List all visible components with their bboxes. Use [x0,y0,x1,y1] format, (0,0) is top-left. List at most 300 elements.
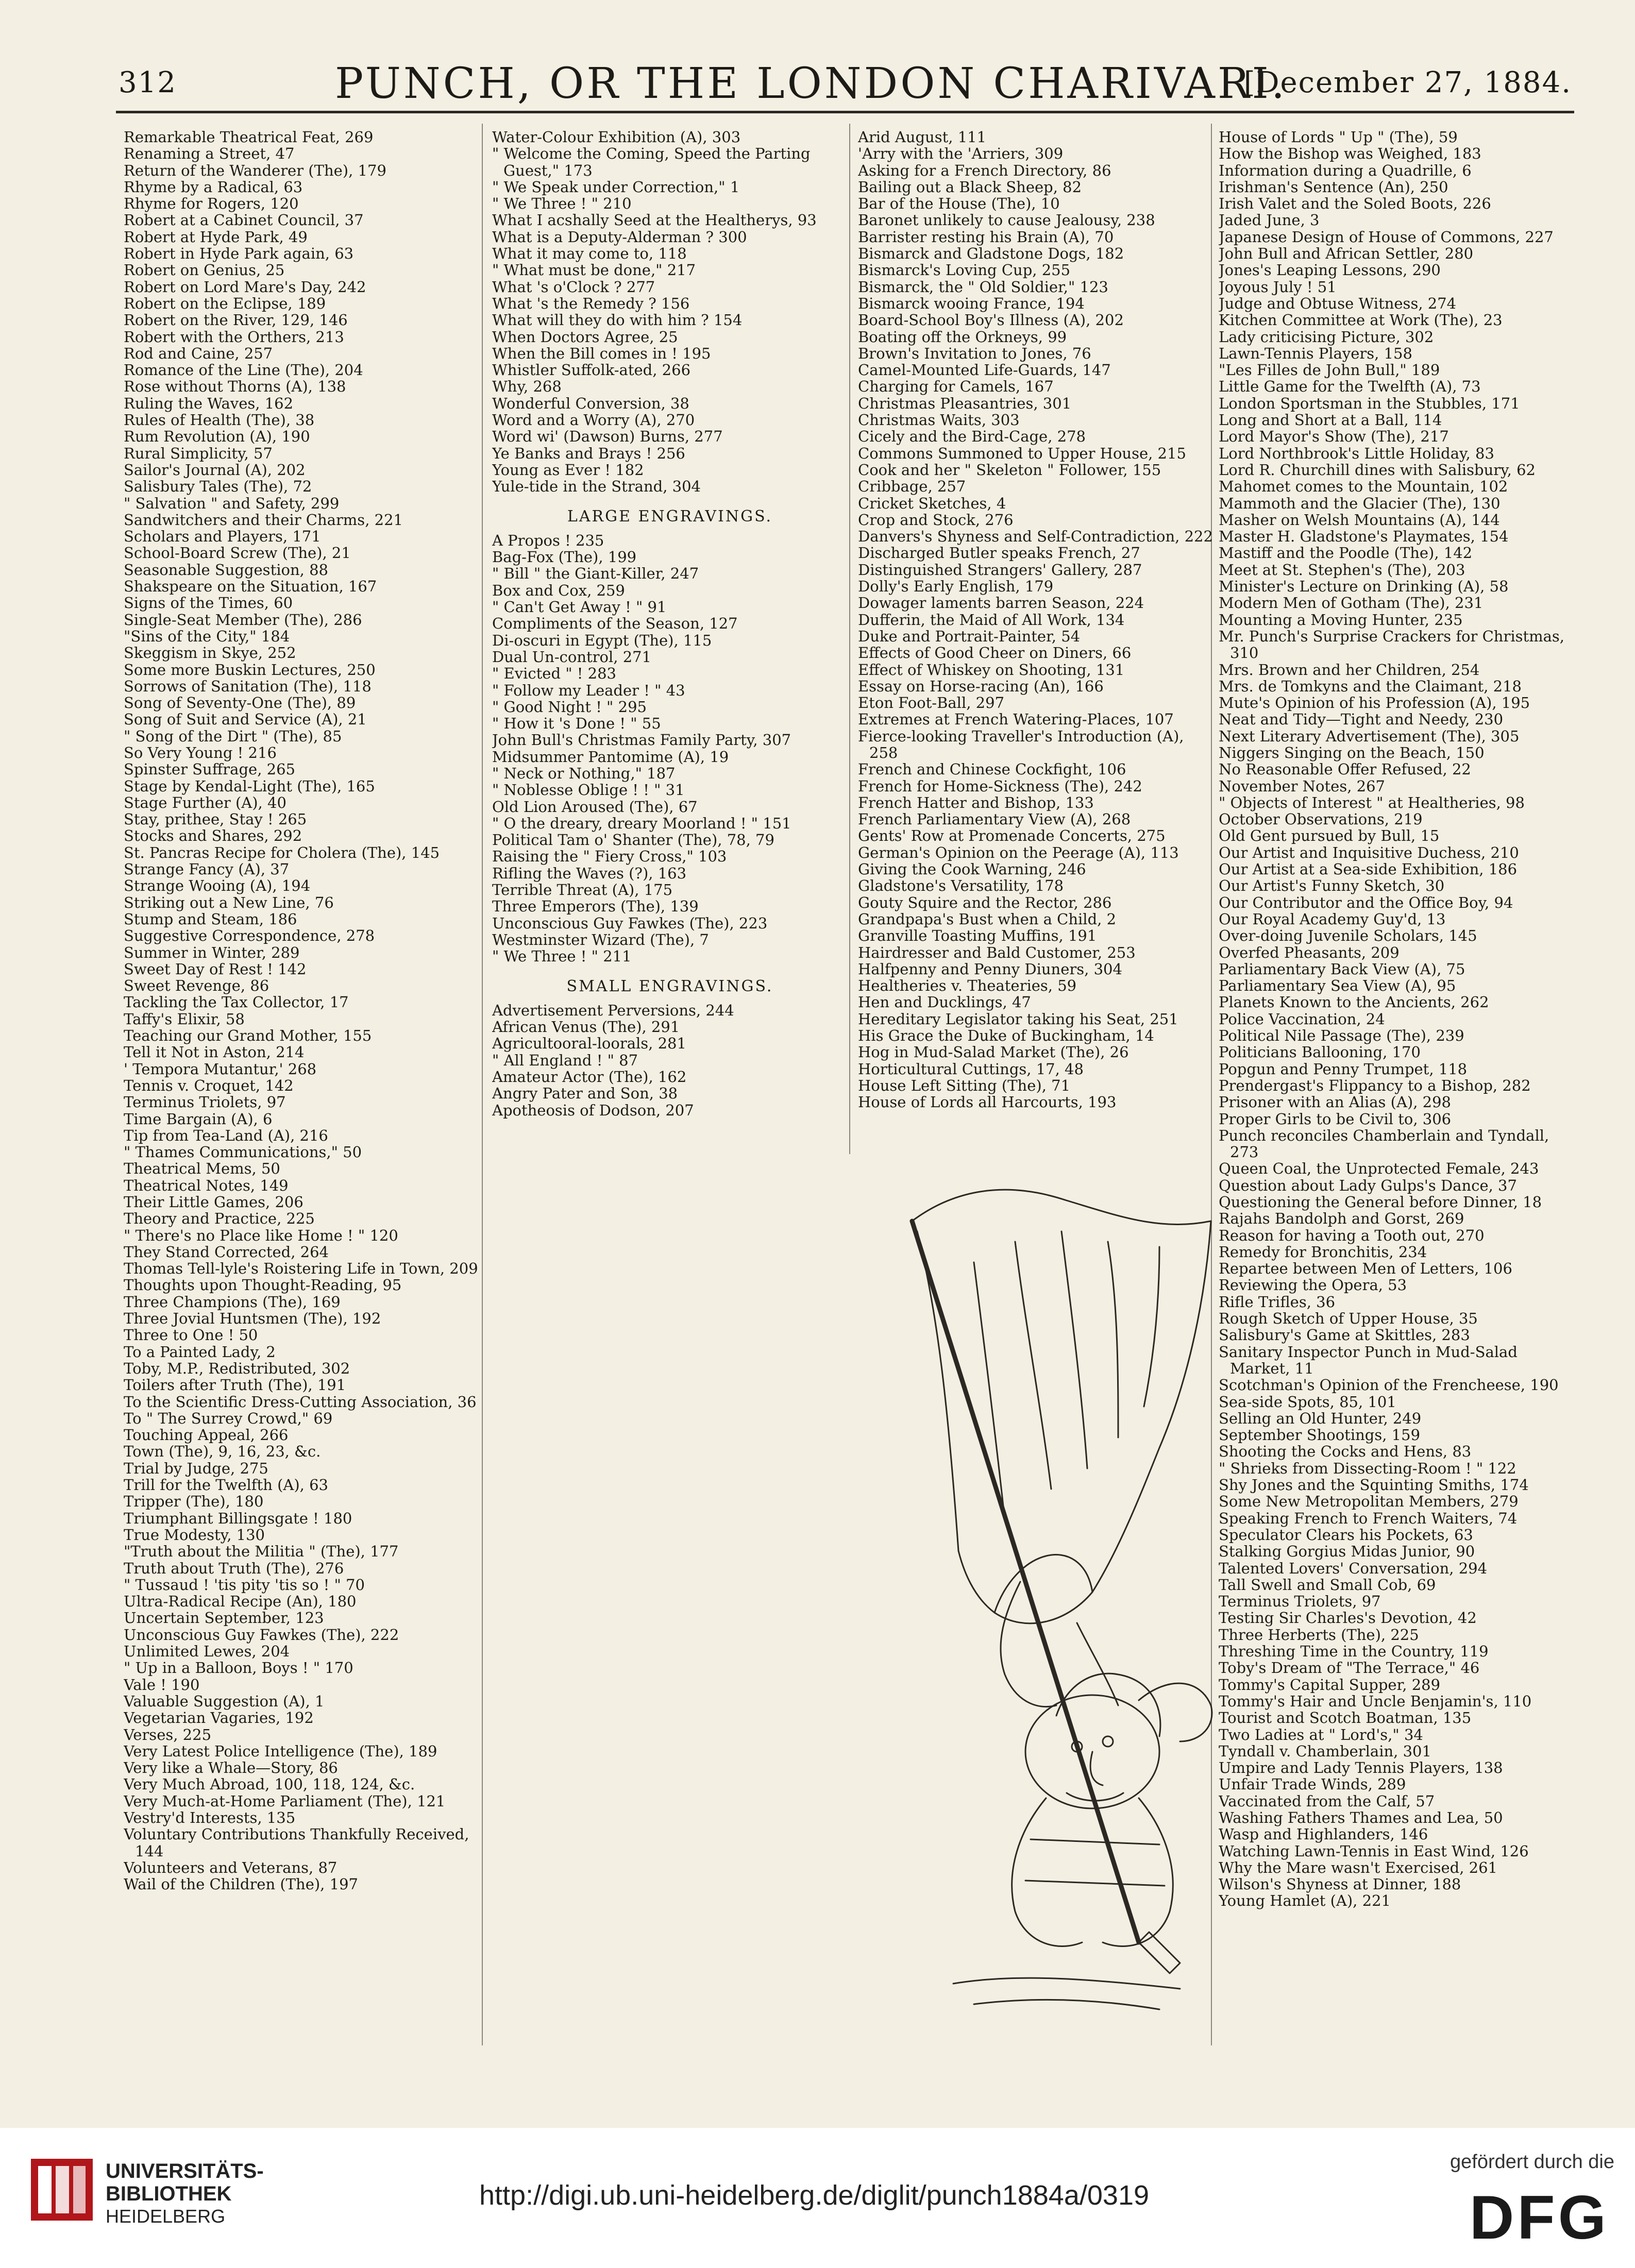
index-entry: Dowager laments barren Season, 224 [858,594,1144,612]
index-entry: Little Game for the Twelfth (A), 73 [1219,378,1481,396]
index-entry: Mute's Opinion of his Profession (A), 195 [1219,694,1530,712]
index-entry: Irishman's Sentence (An), 250 [1219,178,1448,196]
index-entry: Whistler Suffolk-ated, 266 [492,361,691,379]
index-entry: Long and Short at a Ball, 114 [1219,411,1442,429]
punch-flag-illustration [850,1159,1242,2035]
index-entry: Cicely and the Bird-Cage, 278 [858,428,1086,446]
index-entry: Punch reconciles Chamberlain and Tyndall, 273 [1219,1126,1549,1161]
index-entry: Meet at St. Stephen's (The), 203 [1219,561,1465,579]
index-entry: What I acshally Seed at the Healtherys, 93 [492,211,817,229]
index-entry: Cricket Sketches, 4 [858,494,1006,512]
page-date: [December 27, 1884. [1243,66,1572,99]
index-entry: Vegetarian Vagaries, 192 [124,1709,314,1727]
index-entry: Song of Suit and Service (A), 21 [124,710,367,729]
index-entry: Rose without Thorns (A), 138 [124,378,346,396]
index-entry: Stocks and Shares, 292 [124,827,302,845]
index-entry: Verses, 225 [124,1725,212,1744]
index-entry: Stump and Steam, 186 [124,910,297,928]
index-entry: Agricultooral-loorals, 281 [492,1035,686,1053]
index-entry: " Good Night ! " 295 [492,698,647,716]
index-entry: Halfpenny and Penny Diuners, 304 [858,960,1122,978]
index-entry: Rod and Caine, 257 [124,344,273,362]
index-entry: " Can't Get Away ! " 91 [492,598,667,616]
index-entry: Salisbury's Game at Skittles, 283 [1219,1326,1470,1344]
index-entry: Scotchman's Opinion of the Frencheese, 190 [1219,1376,1559,1394]
index-entry: How the Bishop was Weighed, 183 [1219,145,1481,163]
index-entry: Tackling the Tax Collector, 17 [124,993,349,1011]
index-entry: Robert at Hyde Park, 49 [124,228,308,246]
index-entry: Angry Pater and Son, 38 [492,1085,678,1103]
index-entry: Mr. Punch's Surprise Crackers for Christmas, 310 [1219,627,1565,662]
index-entry: Romance of the Line (The), 204 [124,361,363,379]
column-divider [849,124,850,1154]
index-entry: African Venus (The), 291 [492,1018,680,1036]
index-entry: John Bull's Christmas Family Party, 307 [492,731,791,749]
index-entry: Wail of the Children (The), 197 [124,1875,358,1893]
index-entry: Touching Appeal, 266 [124,1426,289,1444]
index-entry: Salisbury Tales (The), 72 [124,478,312,496]
index-entry: Threshing Time in the Country, 119 [1219,1643,1489,1661]
index-entry: Reason for having a Tooth out, 270 [1219,1226,1485,1244]
index-entry: Police Vaccination, 24 [1219,1010,1385,1028]
index-entry: Eton Foot-Ball, 297 [858,694,1005,712]
index-entry: Board-School Boy's Illness (A), 202 [858,311,1124,329]
index-entry: Terrible Threat (A), 175 [492,881,673,899]
index-entry: Ye Banks and Brays ! 256 [492,444,685,462]
index-entry: Jaded June, 3 [1219,211,1320,229]
index-entry: French Parliamentary View (A), 268 [858,810,1131,828]
index-entry: A Propos ! 235 [492,531,604,549]
index-entry: Very Much-at-Home Parliament (The), 121 [124,1792,446,1810]
index-column-3 [858,129,1213,1159]
index-entry: Our Artist and Inquisitive Duchess, 210 [1219,843,1519,861]
index-entry: Rules of Health (The), 38 [124,411,315,429]
index-entry: Effect of Whiskey on Shooting, 131 [858,661,1125,679]
index-entry: Trill for the Twelfth (A), 63 [124,1476,328,1494]
index-entry: Asking for a French Directory, 86 [858,161,1111,179]
index-entry: Christmas Pleasantries, 301 [858,394,1072,412]
index-entry: School-Board Screw (The), 21 [124,544,351,562]
index-entry: Essay on Horse-racing (An), 166 [858,677,1104,695]
index-entry: Theory and Practice, 225 [124,1210,315,1228]
institution-line: HEIDELBERG [106,2206,226,2227]
index-entry: Wasp and Highlanders, 146 [1219,1825,1428,1843]
index-entry: Bailing out a Black Sheep, 82 [858,178,1082,196]
index-entry: Sandwitchers and their Charms, 221 [124,511,403,529]
index-entry: What 's o'Clock ? 277 [492,278,655,296]
index-entry: Box and Cox, 259 [492,581,625,599]
index-entry: Shy Jones and the Squinting Smiths, 174 [1219,1476,1529,1494]
index-entry: Repartee between Men of Letters, 106 [1219,1260,1512,1278]
small-engravings-list [492,1002,848,1119]
index-entry: "Sins of the City," 184 [124,627,290,645]
index-entry: Dual Un-control, 271 [492,648,652,666]
index-entry: Wonderful Conversion, 38 [492,394,689,412]
page-number: 312 [119,66,177,99]
index-entry: Thoughts upon Thought-Reading, 95 [124,1276,402,1294]
index-entry: What it may come to, 118 [492,245,687,263]
index-column-1 [124,129,479,2035]
index-entry: Danvers's Shyness and Self-Contradiction, 222 [858,528,1213,546]
index-entry: Tell it Not in Aston, 214 [124,1043,305,1061]
index-entry: " Song of the Dirt " (The), 85 [124,727,342,745]
index-entry: Why the Mare wasn't Exercised, 261 [1219,1858,1498,1876]
index-entry: Horticultural Cuttings, 17, 48 [858,1060,1084,1078]
index-entry: Christmas Waits, 303 [858,411,1020,429]
index-entry: Information during a Quadrille, 6 [1219,161,1472,179]
index-entry: Three Emperors (The), 139 [492,898,699,916]
index-entry: Midsummer Pantomime (A), 19 [492,748,729,766]
institution-line: UNIVERSITÄTS- [106,2160,264,2182]
page-header [119,57,1572,113]
index-entry: Rhyme by a Radical, 63 [124,178,303,196]
index-entry: " There's no Place like Home ! " 120 [124,1226,398,1244]
index-entry: Three to One ! 50 [124,1326,258,1344]
index-column-2 [492,129,848,1159]
index-entry: Sorrows of Sanitation (The), 118 [124,677,372,695]
index-entry: Selling an Old Hunter, 249 [1219,1409,1422,1427]
index-entry: Theatrical Mems, 50 [124,1160,280,1178]
index-entry: Vaccinated from the Calf, 57 [1219,1792,1435,1810]
index-entry: Some New Metropolitan Members, 279 [1219,1493,1519,1511]
index-entry: September Shootings, 159 [1219,1426,1421,1444]
index-entry: Mammoth and the Glacier (The), 130 [1219,494,1501,512]
index-entry: They Stand Corrected, 264 [124,1243,329,1261]
index-entry: Rural Simplicity, 57 [124,444,273,462]
index-entry: Fierce-looking Traveller's Introduction (A), 258 [858,727,1184,761]
index-entry: Joyous July ! 51 [1219,278,1337,296]
index-entry: Rough Sketch of Upper House, 35 [1219,1310,1478,1328]
index-entry: " We Three ! " 211 [492,947,632,966]
index-entry: Tip from Tea-Land (A), 216 [124,1126,328,1144]
index-entry: " Tussaud ! 'tis pity 'tis so ! " 70 [124,1576,365,1594]
index-entry: Theatrical Notes, 149 [124,1176,289,1194]
index-entry: Proper Girls to be Civil to, 306 [1219,1110,1452,1128]
index-entry: Word wi' (Dawson) Burns, 277 [492,428,723,446]
index-entry: Question about Lady Gulps's Dance, 37 [1219,1176,1517,1194]
index-entry: "Les Filles de John Bull," 189 [1219,361,1440,379]
index-entry: Bag-Fox (The), 199 [492,548,637,566]
index-entry: Three Champions (The), 169 [124,1293,341,1311]
index-entry: Healtheries v. Theateries, 59 [858,977,1077,995]
index-entry: Washing Fathers Thames and Lea, 50 [1219,1808,1503,1826]
index-entry: Jones's Leaping Lessons, 290 [1219,261,1441,279]
index-entry: Extremes at French Watering-Places, 107 [858,710,1174,729]
index-entry: Robert on Genius, 25 [124,261,285,279]
index-entry: Compliments of the Season, 127 [492,615,738,633]
index-entry: Hog in Mud-Salad Market (The), 26 [858,1043,1129,1061]
index-entry: Sailor's Journal (A), 202 [124,461,306,479]
index-entry: " O the dreary, dreary Moorland ! " 151 [492,814,791,832]
index-entry: Hairdresser and Bald Customer, 253 [858,943,1136,961]
index-entry: Tripper (The), 180 [124,1493,264,1511]
index-entry: Robert in Hyde Park again, 63 [124,245,354,263]
index-entry: " Bill " the Giant-Killer, 247 [492,565,699,583]
index-entry: Political Tam o' Shanter (The), 78, 79 [492,831,774,849]
index-entry: Masher on Welsh Mountains (A), 144 [1219,511,1500,529]
index-entry: Bismarck, the " Old Soldier," 123 [858,278,1108,296]
index-entry: Minister's Lecture on Drinking (A), 58 [1219,578,1509,596]
index-entry: Sea-side Spots, 85, 101 [1219,1393,1396,1411]
index-entry: " All England ! " 87 [492,1051,638,1069]
header-rule [116,111,1574,113]
index-entry: Song of Seventy-One (The), 89 [124,694,356,712]
index-entry: Sweet Day of Rest ! 142 [124,960,307,978]
index-entry: Our Contributor and the Office Boy, 94 [1219,893,1513,911]
index-entry: Tyndall v. Chamberlain, 301 [1219,1742,1431,1760]
page-title: PUNCH, OR THE LONDON CHARIVARI. [335,59,1288,108]
index-entry: Young Hamlet (A), 221 [1219,1892,1391,1910]
index-entry: " How it 's Done ! " 55 [492,715,661,733]
index-entry: Camel-Mounted Life-Guards, 147 [858,361,1111,379]
index-entry: Modern Men of Gotham (The), 231 [1219,594,1484,612]
index-entry: Spinster Suffrage, 265 [124,760,295,778]
index-entry: Prisoner with an Alias (A), 298 [1219,1093,1451,1111]
index-entry: Unconscious Guy Fawkes (The), 222 [124,1626,399,1644]
index-entry: " Shrieks from Dissecting-Room ! " 122 [1219,1459,1516,1477]
index-entry: Sanitary Inspector Punch in Mud-Salad Market, 11 [1219,1343,1518,1377]
index-entry: Watching Lawn-Tennis in East Wind, 126 [1219,1842,1529,1860]
index-entry: Parliamentary Back View (A), 75 [1219,960,1465,978]
index-entry: Old Gent pursued by Bull, 15 [1219,827,1440,845]
index-entry: Stalking Gorgius Midas Junior, 90 [1219,1543,1475,1561]
index-entry: Wilson's Shyness at Dinner, 188 [1219,1875,1461,1893]
index-entry: Teaching our Grand Mother, 155 [124,1027,372,1045]
index-entry: When Doctors Agree, 25 [492,328,678,346]
index-entry: Mrs. de Tomkyns and the Claimant, 218 [1219,677,1522,695]
funded-by-label: gefördert durch die [1450,2151,1614,2173]
index-entry: Umpire and Lady Tennis Players, 138 [1219,1759,1503,1777]
index-entry: Tourist and Scotch Boatman, 135 [1219,1709,1472,1727]
large-engravings-list [492,532,848,965]
index-entry: Amateur Actor (The), 162 [492,1068,687,1086]
index-entry: Rifle Trifles, 36 [1219,1293,1336,1311]
index-entry: Mrs. Brown and her Children, 254 [1219,661,1480,679]
index-entry: Niggers Singing on the Beach, 150 [1219,743,1485,761]
index-entry: German's Opinion on the Peerage (A), 113 [858,843,1179,861]
index-entry: Baronet unlikely to cause Jealousy, 238 [858,211,1155,229]
index-entry: Bismarck and Gladstone Dogs, 182 [858,245,1124,263]
index-entry: What is a Deputy-Alderman ? 300 [492,228,747,246]
index-entry: When the Bill comes in ! 195 [492,344,711,362]
index-entry: Strange Fancy (A), 37 [124,860,290,878]
index-entry: Judge and Obtuse Witness, 274 [1219,294,1457,312]
index-entry: Bismarck's Loving Cup, 255 [858,261,1071,279]
index-entry: " We Speak under Correction," 1 [492,178,740,196]
index-entry: Hereditary Legislator taking his Seat, 251 [858,1010,1178,1028]
index-entry: Master H. Gladstone's Playmates, 154 [1219,528,1509,546]
index-entry: Vale ! 190 [124,1675,200,1694]
index-entry: Our Royal Academy Guy'd, 13 [1219,910,1446,928]
index-entry: Tall Swell and Small Cob, 69 [1219,1576,1436,1594]
index-entry: Brown's Invitation to Jones, 76 [858,344,1091,362]
index-entry: Tennis v. Croquet, 142 [124,1076,294,1094]
index-entry: " We Three ! " 210 [492,195,632,213]
index-entry: Toilers after Truth (The), 191 [124,1376,346,1394]
index-entry: Boating off the Orkneys, 99 [858,328,1067,346]
index-entry: True Modesty, 130 [124,1526,265,1544]
index-entry: Their Little Games, 206 [124,1193,304,1211]
index-entry: Effects of Good Cheer on Diners, 66 [858,644,1132,662]
index-entry: Summer in Winter, 289 [124,943,300,961]
index-entry: Some more Buskin Lectures, 250 [124,661,376,679]
index-entry: To the Scientific Dress-Cutting Association, 36 [124,1393,477,1411]
index-entry: Very like a Whale—Story, 86 [124,1759,338,1777]
index-entry: Word and a Worry (A), 270 [492,411,695,429]
index-entry: " What must be done," 217 [492,261,696,279]
index-entry: What will they do with him ? 154 [492,311,743,329]
index-entry: Ruling the Waves, 162 [124,394,294,412]
large-engravings-heading: LARGE ENGRAVINGS. [567,507,773,526]
index-entry: Lady criticising Picture, 302 [1219,328,1434,346]
index-entry: Time Bargain (A), 6 [124,1110,273,1128]
index-entry: Toby, M.P., Redistributed, 302 [124,1359,350,1377]
index-entry: Di-oscuri in Egypt (The), 115 [492,631,712,649]
index-entry: Talented Lovers' Conversation, 294 [1219,1559,1488,1577]
index-entry: Discharged Butler speaks French, 27 [858,544,1140,562]
index-entry: Remedy for Bronchitis, 234 [1219,1243,1427,1261]
index-entry: Why, 268 [492,378,562,396]
index-entry: House Left Sitting (The), 71 [858,1076,1071,1094]
index-entry: Distinguished Strangers' Gallery, 287 [858,561,1142,579]
index-entry: Rajahs Bandolph and Gorst, 269 [1219,1210,1464,1228]
index-entry: Tommy's Capital Supper, 289 [1219,1675,1441,1694]
index-entry: Mounting a Moving Hunter, 235 [1219,611,1463,629]
index-entry: Kitchen Committee at Work (The), 23 [1219,311,1503,329]
index-entry: Water-Colour Exhibition (A), 303 [492,129,741,146]
index-entry: Bar of the House (The), 10 [858,195,1060,213]
dfg-logo: DFG [1469,2183,1609,2252]
index-entry: To " The Surrey Crowd," 69 [124,1409,333,1427]
index-entry: Ultra-Radical Recipe (An), 180 [124,1593,357,1611]
index-entry: Stage by Kendal-Light (The), 165 [124,777,375,795]
index-entry: Taffy's Elixir, 58 [124,1010,245,1028]
index-entry: Rifling the Waves (?), 163 [492,864,687,882]
index-entry: Trial by Judge, 275 [124,1459,268,1477]
index-entry: Giving the Cook Warning, 246 [858,860,1086,878]
index-entry: Sweet Revenge, 86 [124,977,269,995]
index-entry: Our Artist at a Sea-side Exhibition, 186 [1219,860,1518,878]
index-entry: Uncertain September, 123 [124,1609,324,1627]
index-entry: Tommy's Hair and Uncle Benjamin's, 110 [1219,1692,1532,1710]
index-entry: Young as Ever ! 182 [492,461,644,479]
index-entry: Irish Valet and the Soled Boots, 226 [1219,195,1491,213]
index-entry: What 's the Remedy ? 156 [492,294,690,312]
index-entry: Vestry'd Interests, 135 [124,1808,296,1826]
index-entry: " Objects of Interest " at Healtheries, 98 [1219,793,1525,811]
index-entry: Yule-tide in the Strand, 304 [492,478,701,496]
index-entry: Valuable Suggestion (A), 1 [124,1692,325,1710]
index-entry: Renaming a Street, 47 [124,145,295,163]
index-entry: Lawn-Tennis Players, 158 [1219,344,1412,362]
index-entry: Apotheosis of Dodson, 207 [492,1101,694,1119]
index-entry: Questioning the General before Dinner, 18 [1219,1193,1542,1211]
index-entry: Over-doing Juvenile Scholars, 145 [1219,927,1477,945]
digital-copy-url-link[interactable]: http://digi.ub.uni-heidelberg.de/diglit/punch1884a/0319 [479,2180,1150,2211]
index-entry: Robert on the River, 129, 146 [124,311,348,329]
index-entry: Voluntary Contributions Thankfully Received, 144 [124,1825,469,1860]
index-entry: Speculator Clears his Pockets, 63 [1219,1526,1473,1544]
index-entry: Skeggism in Skye, 252 [124,644,296,662]
index-entry: Return of the Wanderer (The), 179 [124,161,386,179]
index-entry: French for Home-Sickness (The), 242 [858,777,1142,795]
index-entry: Robert on the Eclipse, 189 [124,294,326,312]
index-entry: Single-Seat Member (The), 286 [124,611,362,629]
index-entry: Cribbage, 257 [858,478,966,496]
index-entry: Shakspeare on the Situation, 167 [124,578,377,596]
index-entry: Gouty Squire and the Rector, 286 [858,893,1112,911]
index-column-2-entries [492,129,848,495]
index-entry: Parliamentary Sea View (A), 95 [1219,977,1456,995]
index-entry: Raising the " Fiery Cross," 103 [492,848,727,866]
index-entry: " Welcome the Coming, Speed the Parting Guest," 173 [492,145,811,179]
small-engravings-heading: SMALL ENGRAVINGS. [566,977,773,995]
institution-name [106,2160,264,2228]
index-entry: Remarkable Theatrical Feat, 269 [124,129,374,146]
institution-line: BIBLIOTHEK [106,2182,232,2205]
index-entry: 'Arry with the 'Arriers, 309 [858,145,1064,163]
index-entry: " Evicted " ! 283 [492,665,617,683]
index-entry: Mastiff and the Poodle (The), 142 [1219,544,1473,562]
index-entry: Advertisement Perversions, 244 [492,1001,734,1019]
index-entry: Town (The), 9, 16, 23, &c. [124,1443,321,1461]
index-entry: Signs of the Times, 60 [124,594,293,612]
index-entry: " Neck or Nothing," 187 [492,764,676,782]
index-entry: Politicians Ballooning, 170 [1219,1043,1421,1061]
index-entry: Stay, prithee, Stay ! 265 [124,810,307,828]
index-entry: John Bull and African Settler, 280 [1219,245,1474,263]
index-entry: November Notes, 267 [1219,777,1386,795]
index-entry: ' Tempora Mutantur,' 268 [124,1060,317,1078]
index-entry: Planets Known to the Ancients, 262 [1219,993,1489,1011]
index-entry: Lord R. Churchill dines with Salisbury, 62 [1219,461,1536,479]
index-entry: "Truth about the Militia " (The), 177 [124,1543,399,1561]
index-entry: Overfed Pheasants, 209 [1219,943,1400,961]
index-entry: October Observations, 219 [1219,810,1423,828]
index-entry: St. Pancras Recipe for Cholera (The), 145 [124,843,440,861]
index-entry: Lord Northbrook's Little Holiday, 83 [1219,444,1494,462]
index-entry: Scholars and Players, 171 [124,528,321,546]
index-entry: Unfair Trade Winds, 289 [1219,1775,1406,1793]
index-entry: Barrister resting his Brain (A), 70 [858,228,1114,246]
index-entry: Dufferin, the Maid of All Work, 134 [858,611,1125,629]
index-entry: Testing Sir Charles's Devotion, 42 [1219,1609,1477,1627]
index-entry: Granville Toasting Muffins, 191 [858,927,1097,945]
index-entry: Grandpapa's Bust when a Child, 2 [858,910,1117,928]
index-entry: Our Artist's Funny Sketch, 30 [1219,877,1445,895]
index-entry: French Hatter and Bishop, 133 [858,793,1094,811]
index-entry: So Very Young ! 216 [124,743,277,761]
index-entry: Very Much Abroad, 100, 118, 124, &c. [124,1775,415,1793]
index-entry: Terminus Triolets, 97 [1219,1593,1381,1611]
index-entry: London Sportsman in the Stubbles, 171 [1219,394,1520,412]
index-entry: Cook and her " Skeleton " Follower, 155 [858,461,1161,479]
index-entry: Westminster Wizard (The), 7 [492,930,709,949]
index-entry: " Noblesse Oblige ! ! " 31 [492,781,685,799]
index-entry: " Thames Communications," 50 [124,1143,362,1161]
index-entry: Arid August, 111 [858,129,987,146]
index-entry: No Reasonable Offer Refused, 22 [1219,760,1471,778]
index-entry: Very Latest Police Intelligence (The), 189 [124,1742,437,1760]
index-entry: Terminus Triolets, 97 [124,1093,286,1111]
index-entry: House of Lords all Harcourts, 193 [858,1093,1117,1111]
index-entry: Strange Wooing (A), 194 [124,877,311,895]
university-library-logo-icon [31,2159,93,2221]
index-entry: Truth about Truth (The), 276 [124,1559,344,1577]
index-entry: Prendergast's Flippancy to a Bishop, 282 [1219,1076,1531,1094]
index-entry: Unlimited Lewes, 204 [124,1643,290,1661]
index-entry: Unconscious Guy Fawkes (The), 223 [492,914,768,932]
